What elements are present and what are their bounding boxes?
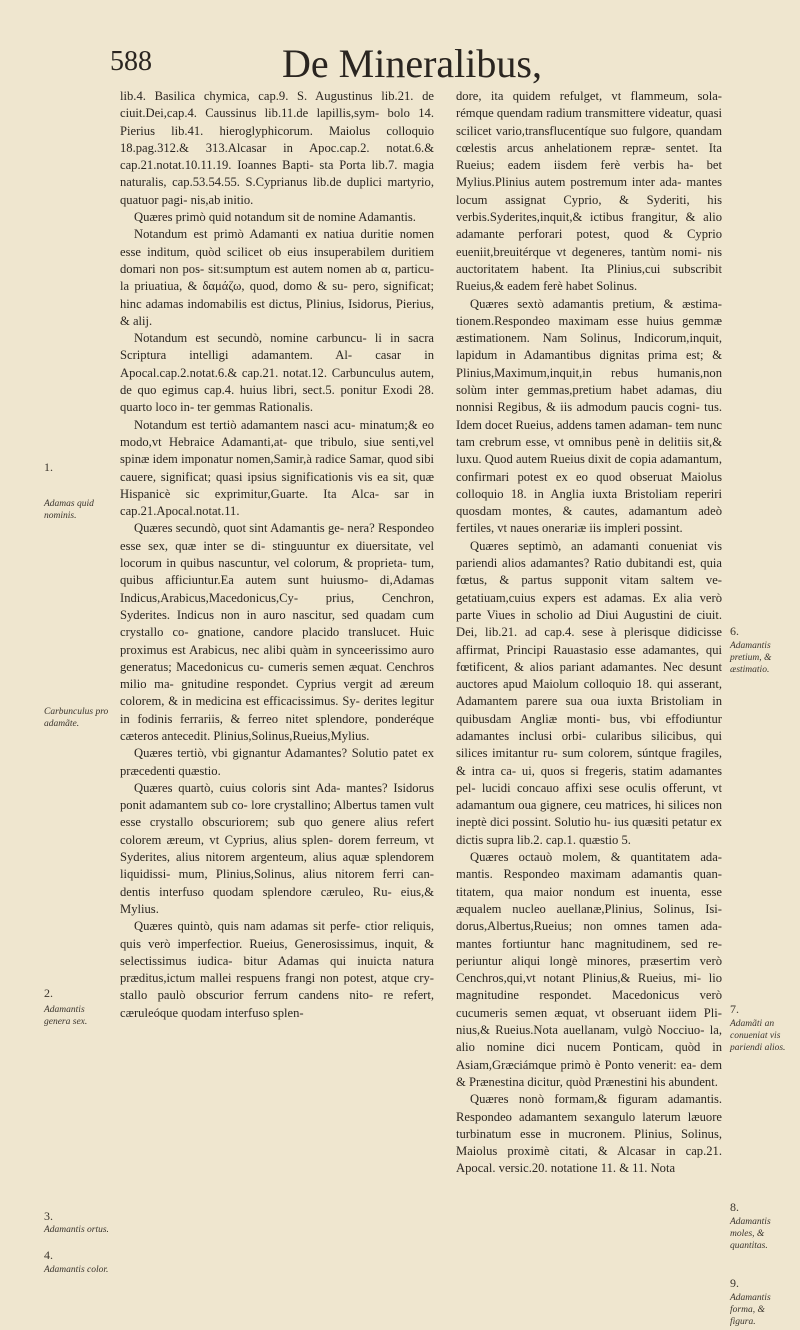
margin-number: 1. — [44, 460, 53, 474]
paragraph: Notandum est secundò, nomine carbuncu- li in sacra Scriptura intelligi adamantem. Al- casar in Apocal.cap.2.notat.6.& cap.21. notat.12. Carbunculus autem, de quo egimus cap.4. huius libri, sect.5. ponitur Exodi 28. quarto loco in- ter gemmas Rationalis. — [120, 331, 434, 415]
margin-number: 4. — [44, 1248, 53, 1262]
paragraph: Quæres septimò, an adamanti conueniat vis pariendi alios adamantes? Ratio dubitandi est, quia fœtus, & partus supponit vitam saltem ve- getatiuam,cuius expers est adamas. Ex alia verò parte Viues in scholio ad Diui Augustini de ciuit. Dei, lib.21. ad cap.4. sese à plerisque didicisse affirmat, Principi Rauastasio esse adamantes, qui fœtificent, & alios pariant adamantes. Nec desunt auctores apud Maiolum colloquio 18. qui asserant, Adamantem parere sua oua iuxta Bristoliam in quibusdam Angliæ monti- bus, vbi effodiuntur adamantes inclusi orbi- cularibus silicibus, qui silices imitantur ru- sum colorem, súntque fragiles, & intra ca- ui, quos si fregeris, statim adamantes pel- lucidi concauo affixi sese oculis offerunt, vt adamantum oua gignere, ceu matrices, hi silices non ineptè dici possint. Solutio hu- ius quæsiti petatur ex dictis supra lib.2. cap.1. quæstio 5. — [456, 538, 722, 847]
margin-note: Adamantis forma, & figura. — [730, 1293, 771, 1327]
paragraph: Quæres nonò formam,& figuram adamantis. Respondeo adamantem sexangulo laterum læuore turbinatum esse in mucronem. Plinius, Solinus, Maiolus proximè citati, & Alcasar in cap.21. Apocal. versic.20. notatione 11. & 11. Nota — [456, 1092, 722, 1176]
margin-note: Adamantis moles, & quantitas. — [730, 1217, 771, 1251]
page-number: 588 — [110, 46, 152, 77]
margin-number: 9. — [730, 1276, 739, 1290]
paragraph: lib.4. Basilica chymica, cap.9. S. Augustinus lib.21. de ciuit.Dei,cap.4. Caussinus lib.11.de lapillis,sym- bolo 14. Pierius lib.41. hieroglyphicorum. Maiolus colloquio 18.pag.312.& 313.Alcasar in Apoc.cap.2. notat.6.& cap.21.notat.10.11.19. Ioannes Bapti- sta Porta lib.7. magia naturalis, cap.53.54.55. S.Cyprianus lib.de duplici martyrio, quatuor pagi- nis,ab initio. — [120, 89, 434, 207]
margin-note: Adamantis genera sex. — [44, 1005, 88, 1027]
running-title: De Mineralibus, — [282, 41, 542, 86]
margin-number: 6. — [730, 624, 739, 638]
paragraph: Quæres tertiò, vbi gignantur Adamantes? Solutio patet ex præcedenti quæstio. — [120, 746, 434, 778]
margin-number: 8. — [730, 1200, 739, 1214]
margin-note: Adamantis color. — [44, 1265, 109, 1275]
margin-note: Adamantis pretium, & æstimatio. — [730, 641, 772, 675]
paragraph: Quæres quintò, quis nam adamas sit perfe- ctior reliquis, quis verò imperfectior. Rueius, Generosissimus, inquit, & selectissimus iudica- bitur Adamas qui inuicta natura præditus,ictum mallei respuens frangi non potest, atque cry- stallo paulò obscurior ferrum candens nito- re refert, cæruleóque quodam interfuso splen- — [120, 919, 434, 1020]
paragraph: Notandum est tertiò adamantem nasci acu- minatum;& eo modo,vt Hebraice Adamanti,at- que tribulo, siue senti,vel spinæ idem imponatur nomen,Samir,à radice Samar, quod sibi cauere, significat; quasi ipsius significationis vis ea sit, quæ Hispanicè sic exprimitur,Guarte. Ita Alca- sar in cap.21.Apocal.notat.11. — [120, 417, 434, 519]
margin-note: Adamãti an conueniat vis pariendi alios. — [730, 1019, 786, 1053]
margin-number: 7. — [730, 1002, 739, 1016]
margin-note: Carbunculus pro adamãte. — [44, 707, 109, 729]
paragraph: dore, ita quidem refulget, vt flammeum, sola- rémque quendam radium transmittere videatur, quasi scilicet vario,transflucentíque suo fulgore, quandam cœlestis arcus anhelationem repræ- sentet. Ita Rueius; eadem iisdem ferè verbis ha- bet Mylius.Plinius autem postremum inter ada- mantes locum assignat Cyprio, & Syderiti, his verbis.Syderites,inquit,& ictibus frangitur, & alio adamante perforari potest, quod & Cyprio eueniit,breuitérque vt degeneres, tantùm nomi- nis auctoritatem habent. Ita Plinius,cui subscribit Rueius,& eadem ferè habet Solinus. — [456, 89, 722, 294]
paragraph: Quæres octauò molem, & quantitatem ada- mantis. Respondeo maximam adamantis quan- titatem, qua maior nondum est inuenta, esse æqualem nucleo auellanæ,Plinius, Solinus, Isi- dorus,Albertus,Rueius; non omnes tamen ada- mantes fortiuntur hanc magnitudinem, sed re- periuntur aliqui longè minores, præsertim verò Cenchros,qui,vt notant Plinius,& Rueius, mi- lio magnitudine respondet. Macedonicus verò cucumeris semen æquat, vt obseruant iidem Pli- nius,& Rueius.Nota auellanam, vulgò Nocciuo- la, alio nomine dici nucem Ponticam, quòd in Asiam,Græciámque primò è Ponto venerit: ea- dem & Prænestina dicitur, quòd Prænestini his abundent. — [456, 850, 722, 1089]
margin-note: Adamantis ortus. — [44, 1225, 109, 1235]
left-text-column — [120, 88, 434, 1022]
paragraph: Quæres sextò adamantis pretium, & æstima- tionem.Respondeo maximam esse huius gemmæ æstimationem. Nam Solinus, Indicorum,inquit, lapidum in Adamantibus dignitas prima est; & Plinius,Maximum,inquit,in rebus humanis,non solùm inter gemmas,pretium habet adamas, diu nonnisi Regibus, & iis admodum paucis cogni- tus. Idem docet Rueius, addens tamen adaman- tem nunc tam crebrum esse, vt omnibus penè in delitiis sit,& luxu. Quod autem Rueius dixit de copia adamantum, confirmari potest ex eo quod obseruat Maiolus colloquio 18. in Anglia iuxta Bristoliam reperiri quosdam montes, & cautes, adamantum adeò fertiles, vt naues onerariæ iis impleri possint. — [456, 296, 722, 536]
right-text-column — [456, 88, 722, 1178]
paragraph: Quæres primò quid notandum sit de nomine Adamantis. — [134, 210, 416, 225]
paragraph: Notandum est primò Adamanti ex natiua duritie nomen esse inditum, quòd scilicet ob eius insuperabilem duritiem domari non pos- sit:sumptum est autem nomen ab α, particu- la priuatiua, & δαμάζω, quod, domo & su- pero, significat; hinc adamas indomabilis est dictus, Plinius, Isidorus, Pierius, & alij. — [120, 227, 434, 328]
margin-note: Adamas quid nominis. — [44, 499, 94, 521]
margin-number: 2. — [44, 986, 53, 1000]
paragraph: Quæres quartò, cuius coloris sint Ada- mantes? Isidorus ponit adamantem sub co- lore crystallino; Albertus tamen vult esse crystallo obscuriorem; sub quo genere alius refert colorem æreum, vt Cyprius, alius splen- dorem ferreum, vt Syderites, alius nitorem argenteum, alius aquæ splendorem liquidissi- mum, Plinius,Solinus, alius nitorem ferri can- dentis interfuso quodam splendore cæruleo, Ru- eius,& Mylius. — [120, 780, 434, 916]
margin-number: 3. — [44, 1209, 53, 1223]
paragraph: Quæres secundò, quot sint Adamantis ge- nera? Respondeo esse sex, quæ inter se di- stinguuntur ex diuersitate, vel locorum in quibus nascuntur, vel colorum, & proprieta- tum, quibus afficiuntur.Ea autem sunt huiusmo- di,Adamas Indicus,Arabicus,Macedonicus,Cy- prius, Cenchron, Syderites. Indicus non in auro nascitur, sed quadam cum crystallo co- gnatione, candore placido translucet. Huic proximus est Arabicus, nec alibi quàm in synceerissimo auro generatus; Macedonicus cu- cumeris semen æquat. Cenchros milio ma- gnitudine respondet. Cyprius vergit ad æreum colorem, & in medicina est efficacissimus. Sy- derites legitur in fodinis ferrariis, & ferreo nitet splendore, ponderéque cæteros antecedit. Plinius,Solinus,Rueius,Mylius. — [120, 521, 434, 743]
